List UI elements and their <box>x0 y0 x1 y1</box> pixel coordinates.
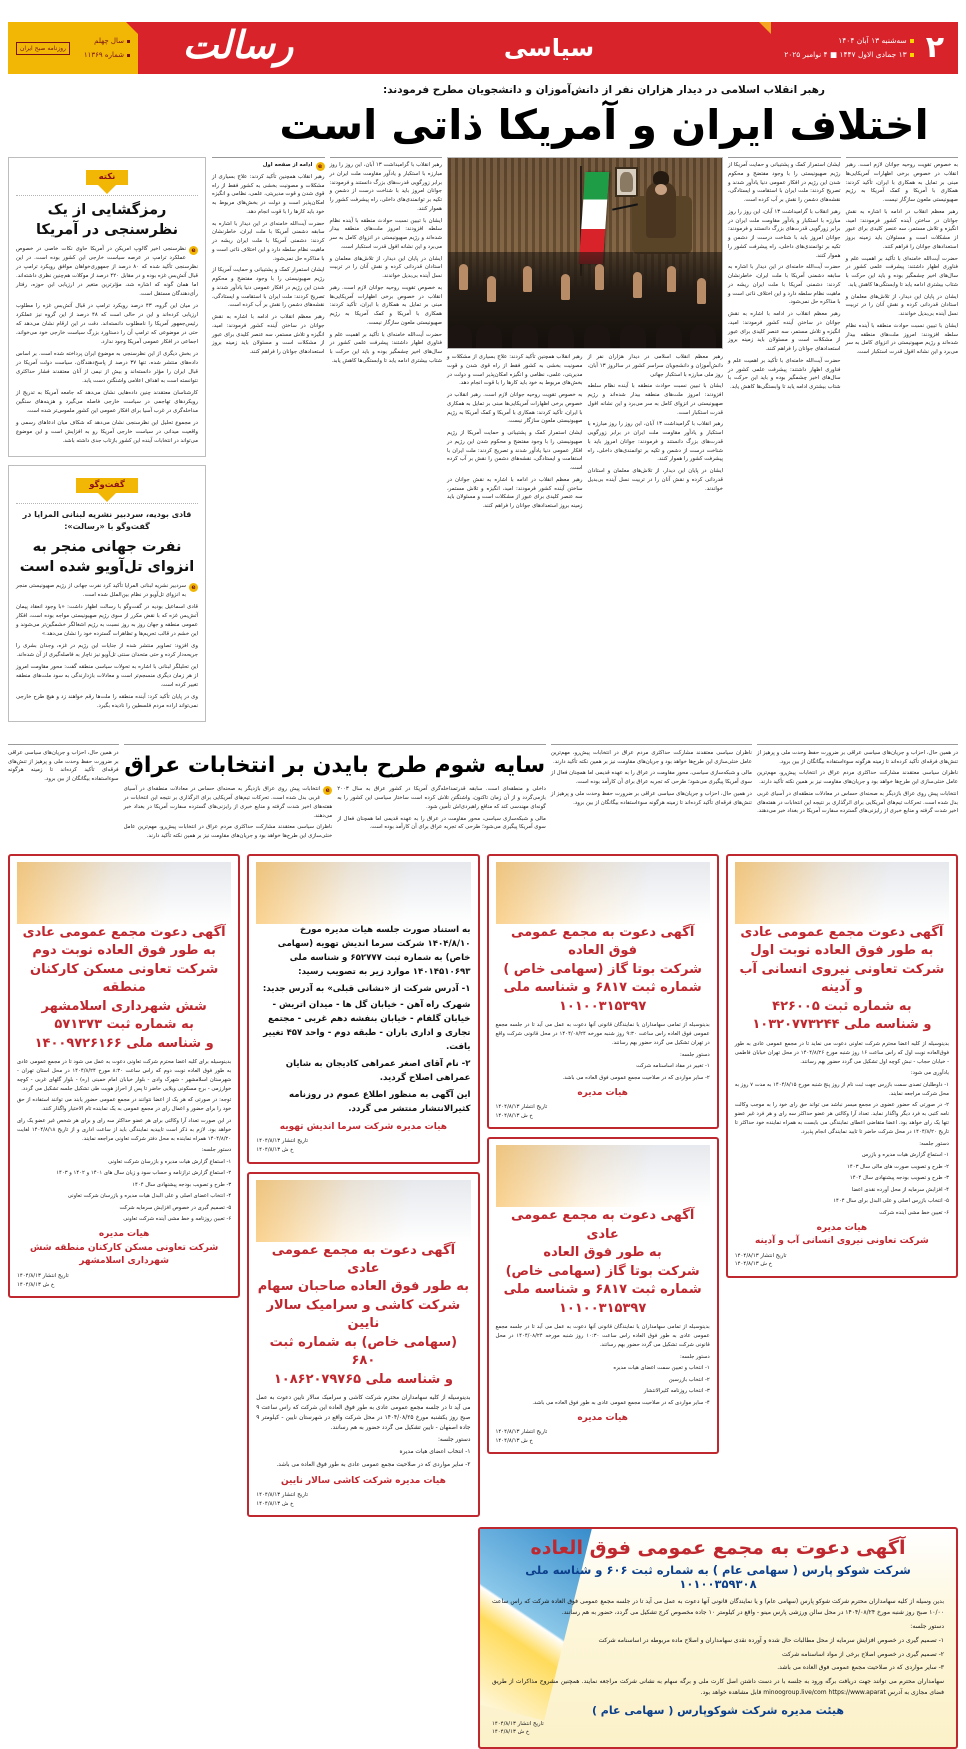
article-column-0: e ادامه از صفحه اول رهبر انقلاب همچنین تأکید کردند: علاج بسیاری از مشکلات و مصونیت بخشی به کشور فقط از راه قوی شدن و قوت مدیریتی، علمی، نظامی و انگیزه امکان‌پذیر است و دولت در بخش‌های مربوط به خود باید کارها را با قوت انجام دهد. حضرت آیت‌الله خامنه‌ای در این دیدار با اشاره به سابقه دشمنی آمریکا با ملت ایران، خاطرنشان کردند: دشمنی آمریکا با ملت ایران ریشه در ماهیت نظام سلطه دارد و این اختلاف ذاتی است و با مذاکره حل نمی‌شود. ایشان استمرار کمک و پشتیبانی و حمایت آمریکا از رژیم صهیونیستی را با وجود مفتضح و محکوم شدن این رژیم در افکار عمومی دنیا یادآور شدند و تصریح کردند: ملت ایران با استقامت و ایستادگی، نقشه‌های دشمن را نقش بر آب کرده است. رهبر معظم انقلاب در ادامه با اشاره به نقش جوانان در ساختن آینده کشور فرمودند: امید، انگیزه و تلاش مستمر، سه عنصر کلیدی برای عبور از مشکلات است و مسئولان باید زمینه بروز استعدادهای جوانان را فراهم کنند. <box>212 157 325 514</box>
ad-column-3 <box>247 854 479 1518</box>
ad-signature: هیات مدیره شرکت کاشی سالار نایین <box>280 1475 446 1486</box>
ad-sarmaandish[interactable] <box>247 854 479 1164</box>
wide-ad-title: آگهی دعوت به مجمع عمومی فوق العاده <box>530 1537 906 1560</box>
note-title: رمزگشایی از یک نظرسنجی در آمریکا <box>35 202 179 238</box>
ad-wash-decoration <box>256 862 470 924</box>
ad-column-2 <box>487 854 719 1455</box>
raised-hand-icon <box>697 278 706 304</box>
ad-body: بدینوسیله برای کلیه اعضا محترم شرکت تعاونی دعوت به عمل می شود تا در مجمع عمومی عادی به طور فوق العاده نوبت دوم که راس ساعت ۸:۳۰ مورخ ۱۴۰۴/۸/۲۴ در محل استان تهران - شهرستان اسلامشهر - شهرک وادی - بلوار خیابان امام خمینی (ره) - بلوار گلهای غربی - کوچه خوارزمی - برج مسکونی ویلایی حاضر تا پس از احراز هویت طی تشکیل جلسه تشکیل می گردد. توجه: در صورتی که هر یک از اعضا نتوانند در مجمع عمومی حضور یابند می توانند استفاده از حق خود را برای حضور و اعمال رای در مجمع عمومی به یک نماینده تام الاختیار واگذار کنند. در این صورت تعداد آرا وکالتی برای هر عضو حداکثر سه رای و برای هر شخص غیر عضو یک رای خواهد بود. لازم به ذکر است تاییدیه نمایندگی باید از ساعت اداری و از تاریخ ۱۴۰۴/۸/۱۸ لغایت ۱۴۰۴/۸/۲۰ همراه نماینده به محل دفتر شرکت تعاونی مراجعه نمایند. دستور جلسه: ۱- استماع گزارش هیات مدیره و بازرسان شرکت تعاونی ۲- استماع گزارش ترازنامه و حساب سود و زیان سال های ۱۴۰۱ و ۱۴۰۲ و ۱۴۰۳ ۳- طرح و تصویب بودجه پیشنهادی سال ۱۴۰۴ ۴- انتخاب اعضای اصلی و علی البدل هیات مدیره و بازرسان شرکت تعاونی ۵- تصمیم گیری در خصوص افزایش سرمایه شرکت ۶- تعیین روزنامه و خط مشی آینده شرکت تعاونی <box>17 1058 232 1223</box>
ad-signature: هیات مدیره <box>577 1412 628 1423</box>
ad-signature: هیات مدیره شرکت تعاونی مسکن کارکنان منطقه شش شهرداری اسلامشهر <box>30 1229 219 1267</box>
ad-column-1 <box>726 854 958 1278</box>
paper-seal: روزنامه صبح ایران <box>16 42 70 55</box>
crowd-head <box>548 324 574 348</box>
raised-hand-icon <box>595 264 604 290</box>
ad-dates: تاریخ انتشار ۱۴۰۴/۸/۱۳ خ ش ۱۴۰۴/۸/۱۳ <box>495 1429 548 1444</box>
lead-kicker: رهبر انقلاب اسلامی در دیدار هزاران نفر از دانش‌آموزان و دانشجویان مطرح فرمودند: <box>383 84 825 96</box>
ad-butagaz-ordinary[interactable] <box>487 1137 719 1454</box>
masthead <box>8 22 958 74</box>
ad-wash-decoration <box>496 862 710 924</box>
interview-body: e سردبیر نشریه لبنانی المرایا تأکید کرد نفرت جهانی از رژیم صهیونیستی منجر به انزوای تل‌آویو در نظام بین‌الملل شده است. قادی اسماعیل بودیه در گفت‌وگو با رسالت اظهار داشت: «با وجود انعقاد پیمان آتش‌بس غزه که با نقض مکرر از سوی رژیم صهیونیستی مواجه بوده است، افکار عمومی منطقه و جهان روز به روز نسبت به رژیم اشغالگر خشمگین‌تر می‌شوند و این خشم در قالب تحریم‌ها و تظاهرات گسترده خود را نشان می‌دهد.» وی افزود: تصاویر منتشر شده از جنایات این رژیم در غزه، وجدان بشری را جریحه‌دار کرده و حتی متحدان سنتی تل‌آویو نیز ناچار به فاصله‌گیری از آن شده‌اند. این تحلیلگر لبنانی با اشاره به تحولات سیاسی منطقه گفت: محور مقاومت امروز از هر زمان دیگری منسجم‌تر است و معادلات بازدارندگی به سود ملت‌های منطقه تغییر کرده است. وی در پایان تأکید کرد: آینده منطقه را ملت‌ها رقم خواهند زد و هیچ طرح خارجی نمی‌تواند اراده مردم فلسطین را نادیده بگیرد. <box>16 583 198 709</box>
ad-body: بدینوسیله از تمامی سهامداران یا نمایندگان قانونی آنها دعوت به عمل می آید تا در جلسه مجمع عمومی عادی به طور فوق العاده راس ساعت ۱۰:۳۰ روز شنبه مورخه ۱۴۰۴/۰۸/۲۴ در محل قانونی شرکت تشکیل می گردد حضور بهم رسانند. دستور جلسه: ۱- انتخاب و تعیین سمت اعضای هیات مدیره ۲- انتخاب بازرسین ۳- انتخاب روزنامه کثیرالانتشار ۴- سایر مواردی که در صلاحیت مجمع عمومی عادی به طور فوق العاده می باشد. <box>495 1324 710 1406</box>
wide-ad-subtitle: شرکت شوکو پارس ( سهامی عام ) به شماره ثبت ۶۰۶ و شناسه ملی ۱۰۱۰۰۳۵۹۳۰۸ <box>525 1563 911 1592</box>
sidebar-interview-box <box>8 465 206 722</box>
main-content <box>8 157 958 730</box>
continue-badge: ادامه از صفحه اول <box>262 162 313 169</box>
ad-title: آگهی دعوت مجمع عمومی عادی به طور فوق العاده نوبت اول شرکت تعاونی نیروی انسانی آب و آدینه به شماره ثبت ۴۲۶۰۰۵ و شناسه ملی ۱۰۳۲۰۷۷۳۲۴۴ <box>739 924 945 1033</box>
sidebar <box>8 157 206 730</box>
ad-body: بدینوسیله از کلیه اعضا محترم شرکت تعاونی دعوت می نماید تا در مجمع عمومی عادی به طور فوق‌العاده نوبت اول که راس ساعت ۱۶ روز شنبه مورخ ۱۴۰۴/۸/۲۶ در محل تهران خیابان فاطمی - خیابان حجاب - نبش کوچه اول تشکیل می گردد حضور بهم رسانند. یادآوری می شود: ۱- داوطلبان تصدی سمت بازرس جهت ثبت نام از روز پنج شنبه مورخ ۱۴۰۴/۸/۱۵ به مدت ۷ روز به محل شرکت مراجعه نمایند. ۲- در صورتی که حضور عضوی در مجمع میسر نباشد می تواند حق رای خود را به موجب وکالت نامه کتبی به فرد دیگر واگذار نماید. تعداد آرا وکالتی هر عضو حداکثر سه رای و هر فرد غیر عضو تنها یک رای خواهد بود. اعضا متقاضی اعطای نمایندگی می بایست به همراه نماینده خود حداکثر تا تاریخ ۱۴۰۴/۸/۲۰ در محل شرکت حاضر تا تایید نمایندگی انجام پذیرد. دستور جلسه: ۱- استماع گزارش هیات مدیره و بازرس ۲- طرح و تصویب صورت های مالی سال ۱۴۰۳ ۳- طرح و تصویب بودجه پیشنهادی سال ۱۴۰۴ ۴- افزایش سرمایه از محل آورده نقدی اعضا ۵- انتخاب بازرس اصلی و علی البدل برای سال ۱۴۰۴ ۶- تعیین خط مشی آینده شرکت <box>734 1040 950 1216</box>
raised-hand-icon <box>667 266 676 292</box>
ad-dates: تاریخ انتشار ۱۴۰۴/۸/۱۳ خ ش ۱۴۰۴/۸/۱۳ <box>17 1272 69 1288</box>
interview-tab-wrap <box>16 472 198 497</box>
lead-photo <box>447 157 723 349</box>
ad-title: آگهی دعوت به مجمع عمومی عادی به طور فوق العاده صاحبان سهام شرکت کاشی و سرامیک سالار نایین (سهامی خاص) به شماره ثبت ۶۸۰ و شناسه ملی ۱۰۸۶۲۰۷۹۷۶۵ <box>257 1242 470 1387</box>
note-tab-wrap <box>16 164 198 189</box>
second-headline: سایه شوم طرح بایدن بر انتخابات عراق <box>124 752 546 778</box>
bullet-marker-icon: e <box>189 583 198 592</box>
raised-hand-icon <box>633 272 642 298</box>
article-column-1: رهبر انقلاب با گرامیداشت ۱۳ آبان، این روز را روز مبارزه با استکبار و یادآور مقاومت ملت ایران در برابر زورگویی قدرت‌های بزرگ دانستند و فرمودند: جوانان امروز باید با شناخت درست از دشمن و تکیه بر توانمندی‌های داخلی، راه پیشرفت کشور را هموار کنند. ایشان با تبیین نسبت حوادث منطقه با آینده نظام سلطه افزودند: امروز ملت‌های منطقه بیدار شده‌اند و رژیم صهیونیستی در انزوای کامل به سر می‌برد و این نشانه افول قدرت استکبار است. ایشان در پایان این دیدار، از تلاش‌های معلمان و استادان قدردانی کرده و نقش آنان را در تربیت نسل آینده بی‌بدیل خواندند. به خصوص تقویت روحیه جوانان لازم است. رهبر انقلاب در خصوص برخی اظهارات آمریکایی‌ها مبنی بر تمایل به همکاری با ایران، تأکید کردند: همکاری با آمریکا و کمک آمریکا به رژیم صهیونیستی ملعون سازگار نیست. حضرت آیت‌الله خامنه‌ای با تأکید بر اهمیت علم و فناوری اظهار داشتند: پیشرفت علمی کشور در سال‌های اخیر چشمگیر بوده و باید این حرکت با شتاب بیشتری ادامه یابد تا وابستگی‌ها کاهش یابد. <box>330 157 443 514</box>
second-story <box>8 738 958 844</box>
photo-speaker <box>646 182 676 238</box>
crowd-head <box>447 324 472 348</box>
wide-ad-signature: هیئت مدیره شرکت شوکوپارس ( سهامی عام ) <box>591 1703 845 1717</box>
ad-dates: تاریخ انتشار ۱۴۰۴/۸/۱۳ خ ش ۱۴۰۴/۸/۱۳ <box>256 1138 308 1153</box>
page-number: ۲ <box>925 30 944 65</box>
crowd-head <box>620 324 646 348</box>
note-body: e نظرسنجی اخیر گالوپ امریکن در آمریکا حاوی نکات خاصی در خصوص عملکرد ترامپ در عرصه سیاست خارجی این کشور بوده است. در این نظرسنجی تأکید شده که ۸۰ درصد از جمهوری‌خواهان موافق رویکرد ترامپ در قبال آتش‌بس غزه بوده و در مقابل ۴۲۰ درصد از موکلات هم‌چنین نظری داشته‌اند. اما همان گونه که اشاره شد، مؤثرترین متغیر در ارزیابی این حوزه، رفتار رأی‌دهندگان مستقل است. در میان این گروه، ۴۳ درصد رویکرد ترامپ در قبال آتش‌بس غزه را مطلوب ارزیابی کرده‌اند و این در حالی است که ۴۸ درصد از این گروه نیز عملکرد رئیس‌جمهور آمریکا را نامطلوب دانسته‌اند. دقت در این ارقام نشان می‌دهد که حتی در موضوعی که ترامپ آن را دستاورد بزرگ سیاست خارجی خود می‌خواند، اجماعی در افکار عمومی آمریکا وجود ندارد. در بخش دیگری از این نظرسنجی به موضوع ایران پرداخته شده است. بر اساس داده‌های منتشر شده، تنها ۳۷ درصد از پاسخ‌دهندگان، سیاست دولت آمریکا در قبال ایران را مؤثر دانسته‌اند و بیش از نیمی از آنان معتقدند فشار حداکثری نتوانسته است به اهداف اعلامی واشنگتن دست یابد. کارشناسان معتقدند چنین داده‌هایی نشان می‌دهد که جامعه آمریکا به تدریج از رویکردهای تهاجمی در سیاست خارجی فاصله می‌گیرد و هزینه‌های سنگین مداخله‌گری در غرب آسیا برای افکار عمومی این کشور ملموس‌تر شده است. در مجموع تحلیل این نظرسنجی نشان می‌دهد که شکاف میان ادعاهای رسمی و واقعیت میدانی در سیاست خارجی آمریکا رو به افزایش است و این موضوع می‌تواند در انتخابات آینده این کشور بازتاب جدی داشته باشد. <box>16 246 199 444</box>
ad-wash-decoration <box>735 862 949 924</box>
second-col-1: داخلی و منطقه‌ای است. سابقه قدرتمداخله‌گری آمریکا در کشور عراق به سال ۲۰۰۳ بازمی‌گردد و از آن زمان تاکنون، واشنگتن تلاش کرده است ساختار سیاسی این کشور را به گونه‌ای مهندسی کند که منافع راهبردی‌اش تأمین شود. مالی و شبکه‌سازی سیاسی، محور مقاومت در عراق را به عهده قدیمی اما همچنان فعال از سوی آمریکا پیگیری می‌شود؛ طرحی که تجربه عراق برای آن کارآمد بوده است. <box>337 786 546 831</box>
ad-title: آگهی دعوت به مجمع عمومی فوق العاده شرکت بوتا گاز (سهامی خاص ) شماره ثبت ۶۸۱۷ و شناسه ملی ۱۰۱۰۰۳۱۵۳۹۷ <box>503 924 702 1014</box>
crowd-head <box>690 324 716 348</box>
ad-title: آگهی دعوت مجمع عمومی عادی به طور فوق العاده نوبت دوم شرکت تعاونی مسکن کارکنان منطقه شش شهرداری اسلامشهر به شماره ثبت ۵۷۱۳۷۳ و شناسه ملی ۱۴۰۰۹۷۲۶۱۶۶ <box>22 924 226 1051</box>
raised-hand-icon <box>487 276 496 302</box>
date-solar: سه‌شنبه ۱۳ آبان ۱۴۰۴ <box>838 35 907 45</box>
ad-dates: تاریخ انتشار ۱۴۰۴/۸/۱۳ خ ش ۱۴۰۴/۸/۱۳ <box>256 1492 308 1507</box>
divider <box>8 744 119 745</box>
divider <box>16 503 198 504</box>
ad-signature: هیات مدیره شرکت تعاونی نیروی انسانی آب و آدینه <box>754 1222 929 1247</box>
bullet-marker-icon: e <box>316 162 325 171</box>
second-col-0: e انتخابات پیش روی عراق بازدیگر به صحنه‌ای حساس در معادلات منطقه‌ای در آسیای غربی بدل شده است. تحرکات تیم‌های آمریکایی برای اثرگذاری بر نتیجه این انتخابات در هفته‌های اخیر شدت گرفته و منابع خبری از رایزنی‌های گسترده سفارت آمریکا در بغداد خبر می‌دهند. ناظران سیاسی معتقدند مشارکت حداکثری مردم عراق در انتخابات پیش‌رو، مهم‌ترین عامل خنثی‌سازی این طرح‌ها خواهد بود و جریان‌های مقاومت نیز بر همین نکته تأکید دارند. <box>123 786 333 840</box>
ad-signature: هیات مدیره شرکت سرما اندیش تهویه <box>279 1121 447 1132</box>
interview-lead: قادی بودیه، سردبیر نشریه لبنانی المرایا در گفت‌وگو با «رسالت»: <box>22 509 192 532</box>
ad-dates: تاریخ انتشار ۱۴۰۴/۸/۱۳ خ ش ۱۴۰۴/۸/۱۳ <box>495 1104 548 1119</box>
ad-kashi-salar-naein[interactable] <box>247 1172 479 1518</box>
issue-info <box>84 34 130 62</box>
second-col-side: در همین حال، احزاب و جریان‌های سیاسی عراقی بر ضرورت حفظ وحدت ملی و پرهیز از تنش‌های فرقه‌ای تأکید کرده‌اند تا زمینه هرگونه سوءاستفاده بیگانگان از بین برود. <box>8 738 119 787</box>
date-lunar-gregorian: ۱۳ جمادی الاول ۱۴۴۷ ■ ۴ نوامبر ۲۰۲۵ <box>784 50 907 59</box>
photo-caption-col-b: رهبر انقلاب همچنین تأکید کردند: علاج بسیاری از مشکلات و مصونیت بخشی به کشور فقط از راه قوی شدن و قوت مدیریتی، علمی، نظامی و انگیزه امکان‌پذیر است و دولت در بخش‌های مربوط به خود باید کارها را با قوت انجام دهد. به خصوص تقویت روحیه جوانان لازم است. رهبر انقلاب در خصوص برخی اظهارات آمریکایی‌ها مبنی بر تمایل به همکاری با ایران، تأکید کردند: همکاری با آمریکا و کمک آمریکا به رژیم صهیونیستی ملعون سازگار نیست. ایشان استمرار کمک و پشتیبانی و حمایت آمریکا از رژیم صهیونیستی را با وجود مفتضح و محکوم شدن این رژیم در افکار عمومی دنیا یادآور شدند و تصریح کردند: ملت ایران با استقامت و ایستادگی، نقشه‌های دشمن را نقش بر آب کرده است. رهبر معظم انقلاب در ادامه با اشاره به نقش جوانان در ساختن آینده کشور فرمودند: امید، انگیزه و تلاش مستمر، سه عنصر کلیدی برای عبور از مشکلات است و مسئولان باید زمینه بروز استعدادهای جوانان را فراهم کنند. <box>447 354 583 510</box>
bullet-marker-icon: e <box>189 246 198 255</box>
date-lines <box>784 34 914 63</box>
ad-column-4 <box>8 854 240 1298</box>
ad-body: بدینوسیله از تمامی سهامداران یا نمایندگان قانونی آنها دعوت به عمل می آید تا در جلسه مجمع عمومی فوق العاده راس ساعت ۹:۳۰ روز شنبه مورخه ۱۴۰۴/۰۸/۲۴ در محل قانونی شرکت واقع در تهران تشکیل می گردد حضور بهم رسانند. دستور جلسه: ۱- تغییر در مفاد اساسنامه شرکت ۲- سایر مواردی که در صلاحیت مجمع عمومی فوق العاده می باشد. <box>495 1022 710 1081</box>
ad-abadineh[interactable] <box>726 854 958 1278</box>
portrait-frame-icon <box>615 167 638 197</box>
article-column-4: ایشان استمرار کمک و پشتیبانی و حمایت آمریکا از رژیم صهیونیستی را با وجود مفتضح و محکوم شدن این رژیم در افکار عمومی دنیا یادآور شدند و تصریح کردند: ملت ایران با استقامت و ایستادگی، نقشه‌های دشمن را نقش بر آب کرده است. رهبر انقلاب با گرامیداشت ۱۳ آبان، این روز را روز مبارزه با استکبار و یادآور مقاومت ملت ایران در برابر زورگویی قدرت‌های بزرگ دانستند و فرمودند: جوانان امروز باید با شناخت درست از دشمن و تکیه بر توانمندی‌های داخلی، راه پیشرفت کشور را هموار کنند. حضرت آیت‌الله خامنه‌ای در این دیدار با اشاره به سابقه دشمنی آمریکا با ملت ایران، خاطرنشان کردند: دشمنی آمریکا با ملت ایران ریشه در ماهیت نظام سلطه دارد و این اختلاف ذاتی است و با مذاکره حل نمی‌شود. رهبر معظم انقلاب در ادامه با اشاره به نقش جوانان در ساختن آینده کشور فرمودند: امید، انگیزه و تلاش مستمر، سه عنصر کلیدی برای عبور از مشکلات است و مسئولان باید زمینه بروز استعدادهای جوانان را فراهم کنند. حضرت آیت‌الله خامنه‌ای با تأکید بر اهمیت علم و فناوری اظهار داشتند: پیشرفت علمی کشور در سال‌های اخیر چشمگیر بوده و باید این حرکت با شتاب بیشتری ادامه یابد تا وابستگی‌ها کاهش یابد. <box>728 157 841 514</box>
bullet-marker-icon: e <box>323 786 332 795</box>
raised-hand-icon <box>523 266 532 292</box>
ad-butagaz-extraordinary[interactable] <box>487 854 719 1130</box>
crowd-head <box>512 324 538 348</box>
continue-note <box>212 161 325 170</box>
second-col-3: در همین حال، احزاب و جریان‌های سیاسی عراقی بر ضرورت حفظ وحدت ملی و پرهیز از تنش‌های فرقه‌ای تأکید کرده‌اند تا زمینه هرگونه سوءاستفاده بیگانگان از بین برود. ناظران سیاسی معتقدند مشارکت حداکثری مردم عراق در انتخابات پیش‌رو، مهم‌ترین عامل خنثی‌سازی این طرح‌ها خواهد بود و جریان‌های مقاومت نیز بر همین نکته تأکید دارند. انتخابات پیش روی عراق بازدیگر به صحنه‌ای حساس در معادلات منطقه‌ای در آسیای غربی بدل شده است. تحرکات تیم‌های آمریکایی برای اثرگذاری بر نتیجه این انتخابات در هفته‌های اخیر شدت گرفته و منابع خبری از رایزنی‌های گسترده سفارت آمریکا در بغداد خبر می‌دهند. <box>757 738 958 819</box>
masthead-brand-block <box>8 22 138 74</box>
divider <box>757 744 958 745</box>
crowd-head <box>656 324 682 348</box>
photo-caption-col-a: رهبر معظم انقلاب اسلامی در دیدار هزاران نفر از دانش‌آموزان و دانشجویان سراسر کشور در سالروز ۱۳ آبان، روز ملی مبارزه با استکبار جهانی ایشان با تبیین نسبت حوادث منطقه با آینده نظام سلطه افزودند: امروز ملت‌های منطقه بیدار شده‌اند و رژیم صهیونیستی در انزوای کامل به سر می‌برد و این نشانه افول قدرت استکبار است. رهبر انقلاب با گرامیداشت ۱۳ آبان، این روز را روز مبارزه با استکبار و یادآور مقاومت ملت ایران در برابر زورگویی قدرت‌های بزرگ دانستند و فرمودند: جوانان امروز باید با شناخت درست از دشمن و تکیه بر توانمندی‌های داخلی، راه پیشرفت کشور را هموار کنند. ایشان در پایان این دیدار، از تلاش‌های معلمان و استادان قدردانی کرده و نقش آنان را در تربیت نسل آینده بی‌بدیل خواندند. <box>587 354 723 492</box>
paper-logo: رسالت <box>138 22 338 74</box>
raised-hand-icon <box>561 274 570 300</box>
ad-wash-decoration <box>256 1180 470 1242</box>
divider <box>124 744 546 745</box>
second-col-2: ناظران سیاسی معتقدند مشارکت حداکثری مردم عراق در انتخابات پیش‌رو، مهم‌ترین عامل خنثی‌سازی این طرح‌ها خواهد بود و جریان‌های مقاومت نیز بر همین نکته تأکید دارند. مالی و شبکه‌سازی سیاسی، محور مقاومت در عراق را به عهده قدیمی اما همچنان فعال از سوی آمریکا پیگیری می‌شود؛ طرحی که تجربه عراق برای آن کارآمد بوده است. در همین حال، احزاب و جریان‌های سیاسی عراقی بر ضرورت حفظ وحدت ملی و پرهیز از تنش‌های فرقه‌ای تأکید کرده‌اند تا زمینه هرگونه سوءاستفاده بیگانگان از بین برود. <box>551 738 752 811</box>
ad-signature: هیات مدیره <box>577 1087 628 1098</box>
ad-wash-decoration <box>496 1145 710 1207</box>
ad-wash-decoration <box>17 862 231 924</box>
sidebar-note-box <box>8 157 206 456</box>
masthead-date-block <box>760 22 958 74</box>
wide-ad-dates: تاریخ انتشار ۱۴۰۴/۸/۱۳ خ ش ۱۴۰۴/۸/۱۳ <box>492 1720 544 1736</box>
note-tab-label: نکته <box>86 170 129 185</box>
lead-photo-block <box>447 157 723 514</box>
wide-ad-body: بدین وسیله از کلیه سهامداران محترم شرکت شوکو پارس (سهامی عام) و یا نمایندگان قانونی آنها دعوت به عمل می آید تا در جلسه مجمع عمومی فوق العاده شرکت که راس ساعت ۱۰/۰۰ صبح روز شنبه مورخ ۱۴۰۴/۰۸/۲۴ در محل سالن ورزشی پارس مینو - واقع در کیلومتر ۱۰ جاده مخصوص کرج تشکیل می گردد، حضور به هم رسانند. دستور جلسه: ۱- تصمیم گیری در خصوص افزایش سرمایه از محل مطالبات حال شده و آورده نقدی سهامداران و اصلاح ماده مربوطه در اساسنامه شرکت ۲- تصمیم گیری در خصوص اصلاح برخی از مواد اساسنامه شرکت ۳- سایر مواردی که در صلاحیت مجمع عمومی فوق العاده می باشد. سهامداران محترم می توانند جهت دریافت برگه ورود به جلسه با در دست داشتن اصل کارت ملی و برگه سهام به نشانی شرکت مراجعه نمایند. همچنین مشروح مذاکرات از طریق فضای مجازی به آدرس minoogroup.live/com https://www.aparat قابل مشاهده خواهد بود. <box>492 1598 944 1696</box>
ad-shoko-pars[interactable] <box>478 1527 958 1749</box>
classified-ads <box>8 854 958 1518</box>
divider <box>16 195 198 196</box>
ad-body: بدینوسیله از کلیه سهامداران محترم شرکت کاشی و سرامیک سالار نایین دعوت به عمل می آید تا در جلسه مجمع عمومی عادی به طور فوق العاده این شرکت که راس ساعت ۹ صبح روز یکشنبه مورخ ۱۴۰۴/۰۸/۲۵ در محل شرکت واقع در شهرستان نایین - کیلومتر ۹ جاده اصفهان - نایین تشکیل می گردد حضور به هم رسانند. دستور جلسه: ۱- انتخاب اعضای هیات مدیره ۲- سایر مواردی که در صلاحیت مجمع عمومی عادی به طور فوق العاده می باشد. <box>256 1395 471 1468</box>
ad-maskan-eslamshahr[interactable] <box>8 854 240 1298</box>
lead-headline: اختلاف ایران و آمریکا ذاتی است <box>279 101 929 149</box>
year-label: سال چهلم <box>94 37 124 45</box>
second-headline-block <box>124 738 546 844</box>
interview-tab-label: گفت‌وگو <box>76 478 138 493</box>
ad-body: به استناد صورت جلسه هیات مدیره مورخ ۱۴۰۴/۸/۱۰ شرکت سرما اندیش تهویه (سهامی خاص) به شماره ثبت ۶۵۲۷۷۷ و شناسه ملی ۱۴۰۱۴۵۱۰۶۹۳ موارد زیر به تصویب رسید: ۱- آدرس شرکت از «نشانی قبلی» به آدرس جدید: شهرک راه آهن - خیابان گل ها - میدان اتریش - خیابان گلفام - خیابان بنفشه دهم غربی - مجتمع تجاری و اداری باران - طبقه دوم - واحد ۴۵۷ تغییر یافت. ۲- نام آقای اصغر عمراهی کادیجان به شایان عمراهی اصلاح گردید. این آگهی به منظور اطلاع عموم در روزنامه کثیرالانتشار منتشر می گردد. <box>262 924 471 1114</box>
crowd-head <box>476 324 502 348</box>
section-title: سیاسی <box>338 22 760 74</box>
issue-label: شماره ۱۱۳۶۹ <box>83 51 124 59</box>
ad-title: آگهی دعوت به مجمع عمومی عادی به طور فوق العاده شرکت بوتا گاز (سهامی خاص) شماره ثبت ۶۸۱۷ و شناسه ملی ۱۰۱۰۰۳۱۵۳۹۷ <box>503 1208 702 1316</box>
interview-title: نفرت جهانی منجر به انزوای تل‌آویو شده است <box>19 539 195 575</box>
crowd-head <box>584 324 610 348</box>
divider <box>551 744 752 745</box>
raised-hand-icon <box>459 264 468 290</box>
article-column-5: به خصوص تقویت روحیه جوانان لازم است. رهبر انقلاب در خصوص برخی اظهارات آمریکایی‌ها مبنی بر تمایل به همکاری با ایران، تأکید کردند: همکاری با آمریکا و کمک آمریکا به رژیم صهیونیستی ملعون سازگار نیست. رهبر معظم انقلاب در ادامه با اشاره به نقش جوانان در ساختن آینده کشور فرمودند: امید، انگیزه و تلاش مستمر، سه عنصر کلیدی برای عبور از مشکلات است و مسئولان باید زمینه بروز استعدادهای جوانان را فراهم کنند. حضرت آیت‌الله خامنه‌ای با تأکید بر اهمیت علم و فناوری اظهار داشتند: پیشرفت علمی کشور در سال‌های اخیر چشمگیر بوده و باید این حرکت با شتاب بیشتری ادامه یابد تا وابستگی‌ها کاهش یابد. ایشان در پایان این دیدار، از تلاش‌های معلمان و استادان قدردانی کرده و نقش آنان را در تربیت نسل آینده بی‌بدیل خواندند. ایشان با تبیین نسبت حوادث منطقه با آینده نظام سلطه افزودند: امروز ملت‌های منطقه بیدار شده‌اند و رژیم صهیونیستی در انزوای کامل به سر می‌برد و این نشانه افول قدرت استکبار است. <box>846 157 959 514</box>
ad-dates: تاریخ انتشار ۱۴۰۴/۸/۱۳ خ ش ۱۴۰۴/۸/۱۳ <box>734 1252 787 1268</box>
lead-article <box>212 157 958 514</box>
newspaper-page <box>0 22 966 1736</box>
